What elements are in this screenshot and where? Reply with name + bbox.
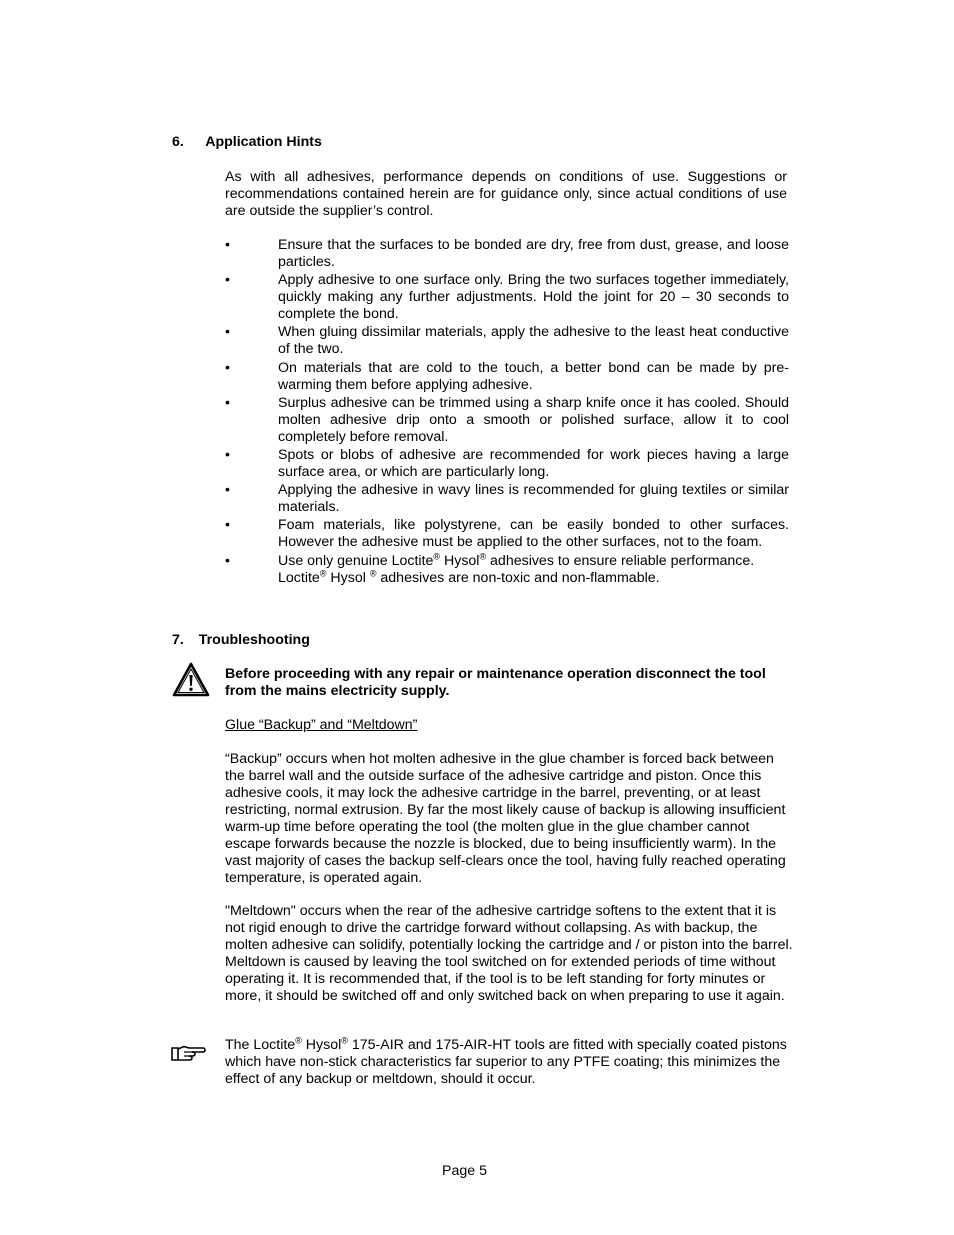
warning-text: Before proceeding with any repair or maintenance operation disconnect the tool from the mains electricity supply. [225, 666, 766, 699]
section-7-title: Troubleshooting [198, 632, 310, 648]
note-paragraph: The Loctite® Hysol® 175-AIR and 175-AIR-HT tools are fitted with specially coated pistons which have non-stick characteristics far superior to any PTFE coating; this minimizes the effect of any backup or meltdown, should it occur. [225, 1035, 787, 1087]
section-6-heading [172, 134, 322, 150]
warning-triangle-icon [172, 662, 210, 698]
glue-backup-meltdown-subheading: Glue “Backup” and “Meltdown” [225, 717, 418, 733]
section-7-heading [172, 632, 310, 648]
section-7-number: 7. [172, 632, 184, 648]
meltdown-paragraph: "Meltdown" occurs when the rear of the adhesive cartridge softens to the extent that it is not rigid enough to drive the cartridge forward without collapsing. As with backup, the molten adhesive can solidify, potentially locking the cartridge and / or piston into the barrel. Meltdown is caused by leaving the tool switched on for extended periods of time without operating it. It is recommended that, if the tool is to be left standing for forty minutes or more, it should be switched off and only switched back on when preparing to use it again. [225, 903, 793, 1004]
list-item: • Applying the adhesive in wavy lines is recommended for gluing textiles or similar materials. [225, 482, 789, 516]
section-6-title: Application Hints [205, 134, 322, 150]
section-6-number: 6. [172, 134, 184, 150]
list-item: • Spots or blobs of adhesive are recommended for work pieces having a large surface area, or which are particularly long. [225, 446, 789, 480]
list-item: • Use only genuine Loctite® Hysol® adhesives to ensure reliable performance. Loctite® Hysol ® adhesives are non-toxic and non-flammable. [225, 550, 755, 586]
list-item: • Apply adhesive to one surface only. Bring the two surfaces together immediately, quickly making any further adjustments. Hold the joint for 20 – 30 seconds to complete the bond. [225, 272, 789, 323]
list-item: • When gluing dissimilar materials, apply the adhesive to the least heat conductive of the two. [225, 324, 789, 358]
application-intro-paragraph: As with all adhesives, performance depends on conditions of use. Suggestions or recommendations contained herein are for guidance only, since actual conditions of use are outside the supplier’s control. [225, 169, 787, 219]
list-item: • Ensure that the surfaces to be bonded are dry, free from dust, grease, and loose particles. [225, 237, 789, 270]
list-item: • On materials that are cold to the touch, a better bond can be made by pre-warming them before applying adhesive. [225, 359, 789, 393]
application-hints-list [225, 237, 789, 588]
list-item: • Surplus adhesive can be trimmed using a sharp knife once it has cooled. Should molten adhesive drip onto a smooth or polished surface, allow it to cool completely before removal. [225, 394, 789, 445]
page-number: Page 5 [442, 1163, 487, 1179]
pointing-hand-icon [170, 1044, 206, 1064]
backup-paragraph: “Backup” occurs when hot molten adhesive in the glue chamber is forced back between the barrel wall and the outside surface of the adhesive cartridge and piston. Once this adhesive cools, it may lock the adhesive cartridge in the barrel, preventing, or at least restricting, normal extrusion. By far the most likely cause of backup is allowing insufficient warm-up time before operating the tool (the molten glue in the glue chamber cannot escape forwards because the nozzle is blocked, due to being insufficiently warm). In the vast majority of cases the backup self-clears once the tool, having fully reached operating temperature, is operated again. [225, 751, 786, 886]
list-item: • Foam materials, like polystyrene, can be easily bonded to other surfaces. However the adhesive must be applied to the other surfaces, not to the foam. [225, 517, 789, 551]
